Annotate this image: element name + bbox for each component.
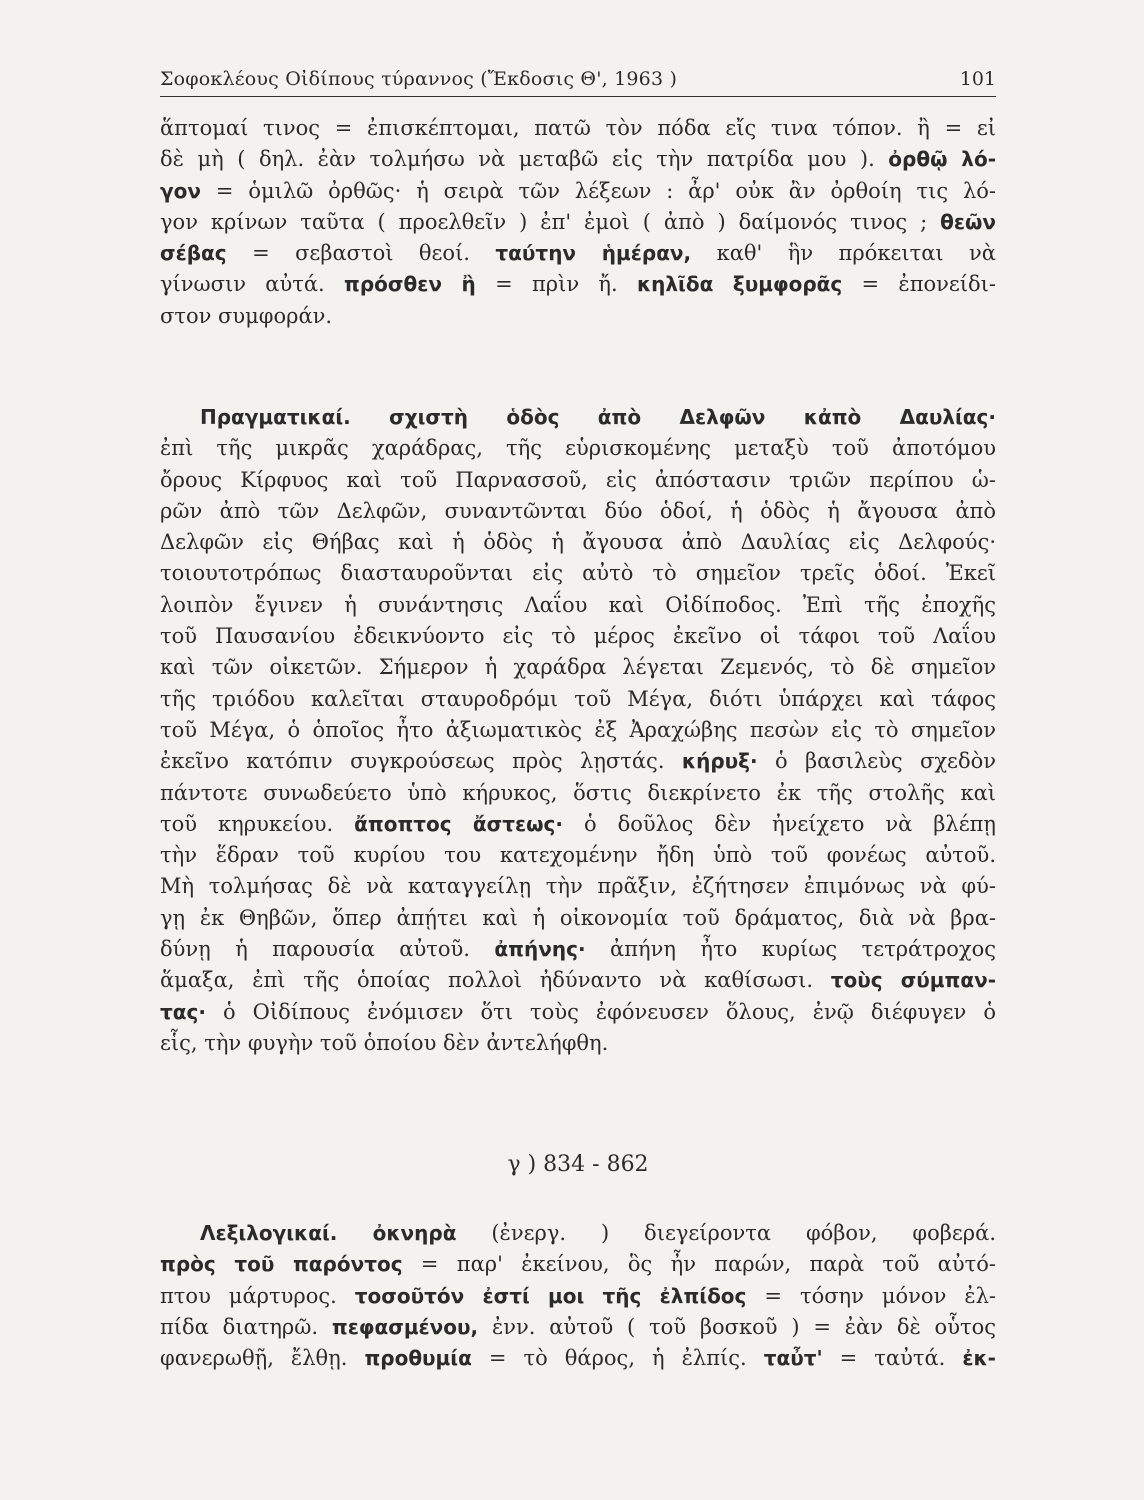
text-run: ἐνν. αὐτοῦ ( τοῦ βοσκοῦ ) = ἐὰν δὲ οὗτος	[478, 1314, 996, 1339]
text-line	[160, 269, 996, 300]
text-run: ἅμαξα, ἐπὶ τῆς ὁποίας πολλοὶ ἠδύναντο νὰ καθίσωσι.	[160, 968, 831, 993]
text-run: τοῦ Παυσανίου ἐδεικνύοντο εἰς τὸ μέρος ἐκεῖνο οἱ τάφοι τοῦ Λαΐου	[160, 624, 996, 649]
text-run: πίδα διατηρῶ.	[160, 1314, 332, 1339]
text-run: = πρὶν ἤ.	[475, 272, 637, 297]
text-line	[160, 238, 996, 269]
text-line	[160, 715, 996, 746]
text-run: ἐκεῖνο κατόπιν συγκρούσεως πρὸς λῃστάς.	[160, 749, 682, 774]
text-line	[160, 433, 996, 464]
text-line	[160, 965, 996, 996]
header-title: Σοφοκλέους Οἰδίπους τύραννος (Ἔκδοσις Θ', 1963 )	[160, 68, 678, 90]
text-run: ὄρους Κίρφυος καὶ τοῦ Παρνασσοῦ, εἰς ἀπόστασιν τριῶν περίπου ὡ-	[160, 467, 996, 492]
text-run: δύνῃ ἡ παρουσία αὐτοῦ.	[160, 937, 495, 962]
page-number: 101	[959, 68, 996, 90]
text-line	[160, 144, 996, 175]
text-run: τὴν ἕδραν τοῦ κυρίου του κατεχομένην ἤδη ὑπὸ τοῦ φονέως αὐτοῦ.	[160, 843, 996, 868]
text-run: καὶ τῶν οἰκετῶν. Σήμερον ἡ χαράδρα λέγεται Ζεμενός, τὸ δὲ σημεῖον	[160, 655, 996, 680]
bold-term: πρόσθεν ἢ	[344, 272, 476, 297]
text-run: καθ' ἣν πρόκειται νὰ	[691, 241, 996, 266]
text-run: γον κρίνων ταῦτα ( προελθεῖν ) ἐπ' ἐμοὶ ( ἀπὸ ) δαίμονός τινος ;	[160, 209, 941, 234]
text-run: τῆς τριόδου καλεῖται σταυροδρόμι τοῦ Μέγα, διότι ὑπάρχει καὶ τάφος	[160, 686, 996, 711]
text-line	[160, 1312, 996, 1343]
text-run: = ὁμιλῶ ὀρθῶς· ἡ σειρὰ τῶν λέξεων : ἆρ' οὐκ ἂν ὀρθοίη τις λό-	[201, 178, 996, 203]
text-line	[160, 1028, 996, 1059]
text-run: τοῦ Μέγα, ὁ ὁποῖος ἦτο ἀξιωματικὸς ἐξ Ἀραχώβης πεσὼν εἰς τὸ σημεῖον	[160, 717, 996, 742]
running-header	[160, 62, 996, 97]
text-run: = ταὐτά.	[822, 1346, 963, 1371]
bold-term: Πραγματικαί. σχιστὴ ὁδὸς ἀπὸ Δελφῶν κἀπὸ Δαυλίας·	[200, 405, 996, 429]
text-run: = παρ' ἐκείνου, ὃς ἦν παρών, παρὰ τοῦ αὐτό-	[402, 1252, 996, 1277]
text-line	[160, 840, 996, 871]
text-run: ἐπὶ τῆς μικρᾶς χαράδρας, τῆς εὑρισκομένης μεταξὺ τοῦ ἀποτόμου	[160, 436, 996, 461]
text-line	[160, 496, 996, 527]
text-run: πάντοτε συνωδεύετο ὑπὸ κήρυκος, ὅστις διεκρίνετο ἐκ τῆς στολῆς καὶ	[160, 780, 996, 805]
bold-term: τας·	[160, 999, 206, 1024]
text-line	[160, 746, 996, 777]
section-heading: γ ) 834 - 862	[507, 1152, 649, 1177]
historical-notes-paragraph	[160, 402, 996, 1059]
text-run: ρῶν ἀπὸ τῶν Δελφῶν, συναντῶνται δύο ὁδοί, ἡ ὁδὸς ἡ ἄγουσα ἀπὸ	[160, 498, 996, 523]
bold-term: Λεξιλογικαί. ὀκνηρὰ	[200, 1221, 457, 1245]
bold-term: ταύτην ἡμέραν,	[495, 241, 692, 266]
text-line	[160, 809, 996, 840]
bold-term: ταὖτ'	[763, 1346, 823, 1371]
text-line	[160, 903, 996, 934]
text-line	[160, 402, 996, 433]
text-run: λοιπὸν ἔγινεν ἡ συνάντησις Λαΐου καὶ Οἰδίποδος. Ἐπὶ τῆς ἐποχῆς	[160, 592, 996, 617]
text-run: στον συμφοράν.	[160, 303, 333, 328]
text-run: γῃ ἐκ Θηβῶν, ὅπερ ἀπῄτει καὶ ἡ οἰκονομία τοῦ δράματος, διὰ νὰ βρα-	[160, 905, 996, 930]
text-line	[160, 621, 996, 652]
bold-term: τοσοῦτόν ἐστί μοι τῆς ἐλπίδος	[354, 1283, 747, 1308]
vocabulary-paragraph-1	[160, 113, 996, 332]
text-line	[160, 997, 996, 1028]
text-line	[160, 871, 996, 902]
text-run: τοῦ κηρυκείου.	[160, 811, 355, 836]
text-line	[160, 1249, 996, 1280]
bold-term: γον	[160, 178, 201, 203]
bold-term: σέβας	[160, 241, 227, 266]
text-line	[160, 1281, 996, 1312]
text-run: πτου μάρτυρος.	[160, 1283, 355, 1308]
text-run: ὁ δοῦλος δὲν ἠνείχετο νὰ βλέπῃ	[562, 811, 996, 836]
text-run: φανερωθῇ, ἔλθῃ.	[160, 1346, 365, 1371]
text-line	[160, 301, 996, 332]
text-run: ἀπήνη ἦτο κυρίως τετράτροχος	[585, 937, 996, 962]
text-run: ὁ βασιλεὺς σχεδὸν	[757, 749, 996, 774]
bold-term: κηλῖδα ξυμφορᾶς	[636, 272, 843, 297]
text-line	[160, 465, 996, 496]
bold-term: θεῶν	[940, 209, 996, 234]
text-run: (ἐνεργ. ) διεγείροντα φόβον, φοβερά.	[456, 1221, 996, 1245]
text-line	[160, 176, 996, 207]
text-run: γίνωσιν αὐτά.	[160, 272, 345, 297]
text-run: τοιουτοτρόπως διασταυροῦνται εἰς αὐτὸ τὸ σημεῖον τρεῖς ὁδοί. Ἐκεῖ	[160, 561, 996, 586]
text-line	[160, 934, 996, 965]
text-run: = τόσην μόνον ἐλ-	[746, 1283, 996, 1308]
bold-term: ὀρθῷ λό-	[888, 147, 996, 172]
text-run: = τὸ θάρος, ἡ ἐλπίς.	[471, 1346, 764, 1371]
bold-term: ἄποπτος ἄστεως·	[354, 811, 563, 836]
text-run: ἅπτομαί τινος = ἐπισκέπτομαι, πατῶ τὸν πόδα εἴς τινα τόπον. ἢ = εἰ	[160, 116, 996, 140]
vocabulary-paragraph-2	[160, 1218, 996, 1374]
text-line	[160, 778, 996, 809]
text-run: ὁ Οἰδίπους ἐνόμισεν ὅτι τοὺς ἐφόνευσεν ὅλους, ἐνῷ διέφυγεν ὁ	[205, 999, 996, 1024]
text-run: εἷς, τὴν φυγὴν τοῦ ὁποίου δὲν ἀντελήφθη.	[160, 1030, 609, 1055]
text-run: δὲ μὴ ( δηλ. ἐὰν τολμήσω νὰ μεταβῶ εἰς τὴν πατρίδα μου ).	[160, 147, 889, 172]
text-run: Δελφῶν εἰς Θήβας καὶ ἡ ὁδὸς ἡ ἄγουσα ἀπὸ Δαυλίας εἰς Δελφούς·	[160, 530, 996, 555]
bold-term: ἐκ-	[962, 1346, 996, 1371]
bold-term: κήρυξ·	[681, 749, 758, 774]
text-run: = ἐπονείδι-	[842, 272, 996, 297]
bold-term: προθυμία	[364, 1346, 472, 1371]
bold-term: ἀπήνης·	[494, 937, 586, 962]
text-line	[160, 652, 996, 683]
text-line	[160, 1343, 996, 1374]
text-line	[160, 558, 996, 589]
text-line	[160, 1218, 996, 1249]
bold-term: τοὺς σύμπαν-	[830, 968, 996, 993]
text-line	[160, 113, 996, 144]
text-line	[160, 527, 996, 558]
text-line	[160, 590, 996, 621]
text-run: Μὴ τολμήσας δὲ νὰ καταγγείλῃ τὴν πρᾶξιν, ἐζήτησεν ἐπιμόνως νὰ φύ-	[160, 874, 996, 899]
text-line	[160, 207, 996, 238]
text-line	[160, 684, 996, 715]
text-run: = σεβαστοὶ θεοί.	[226, 241, 496, 266]
bold-term: πρὸς τοῦ παρόντος	[160, 1252, 403, 1277]
bold-term: πεφασμένου,	[331, 1314, 479, 1339]
